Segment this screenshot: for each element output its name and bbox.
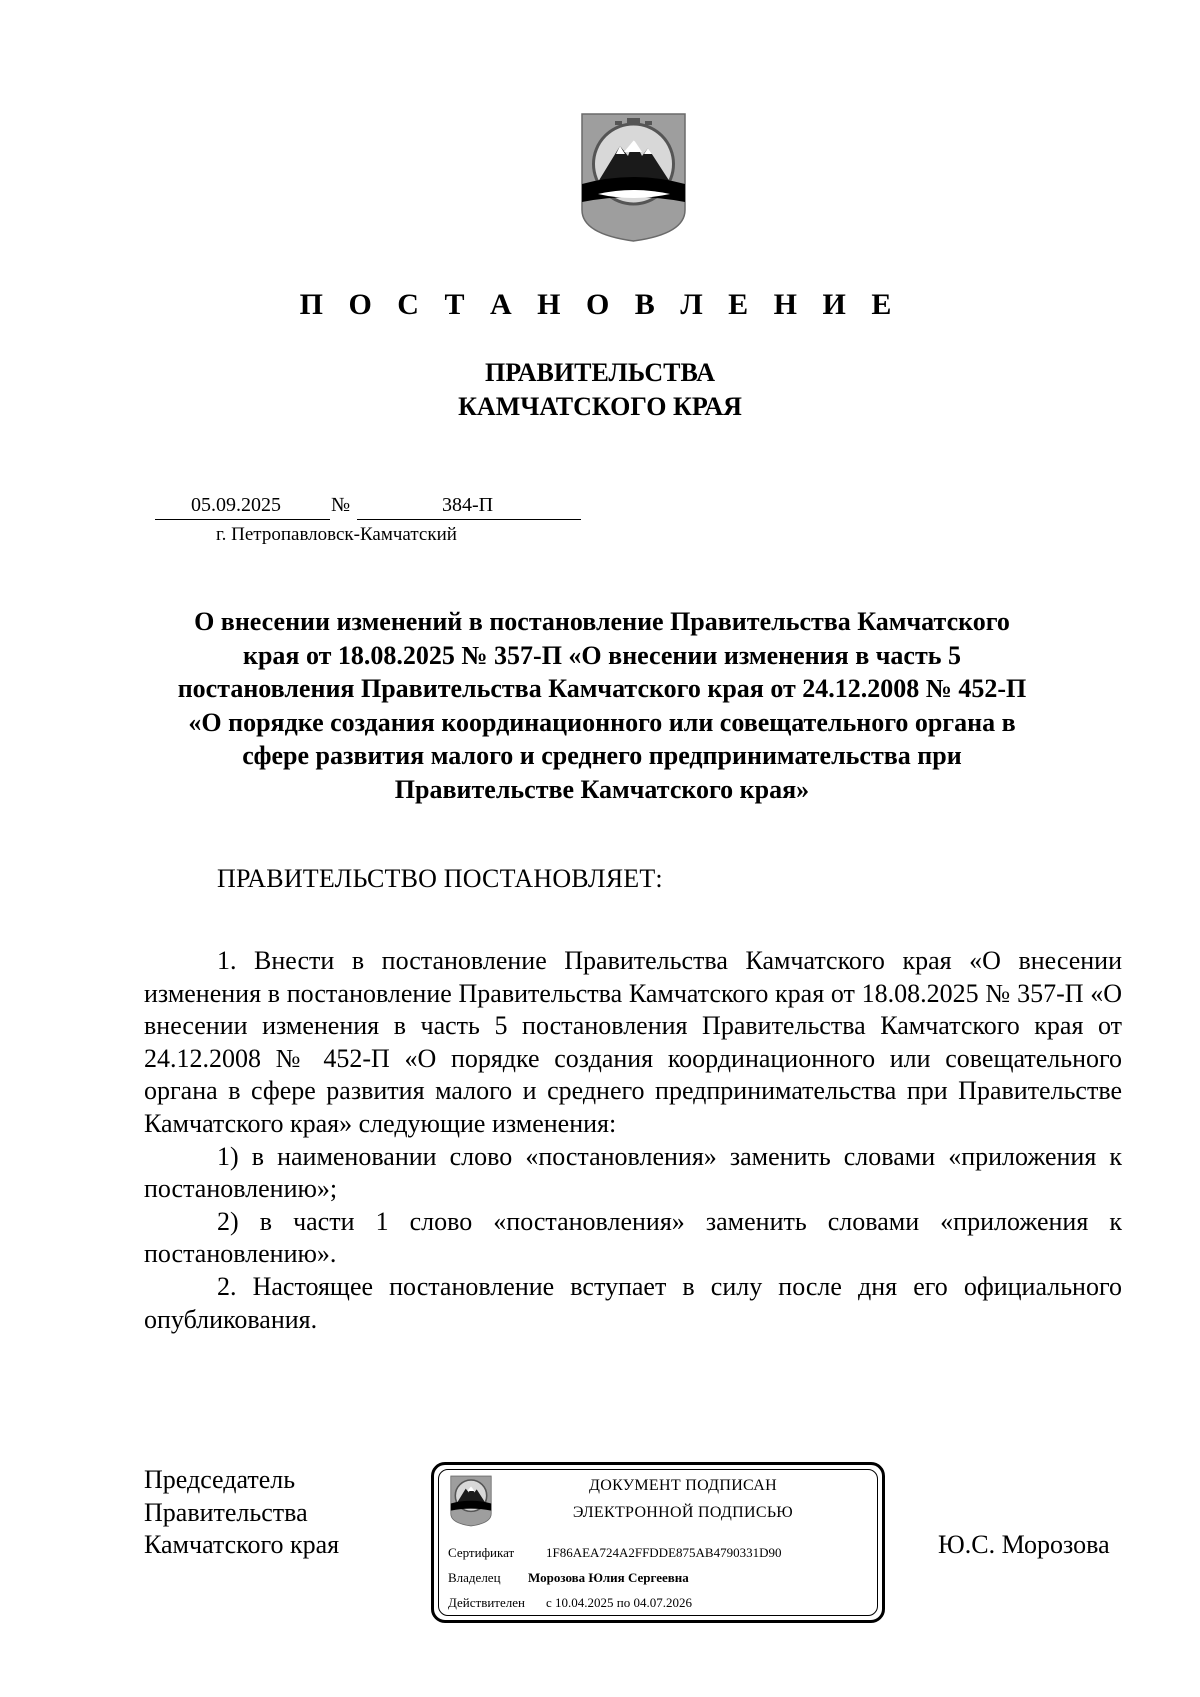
stamp-heading-1: ДОКУМЕНТ ПОДПИСАН (589, 1477, 777, 1494)
signatory-title-line-2: Правительства (144, 1497, 308, 1527)
stamp-owner-row (448, 1570, 689, 1586)
subject-line-3: постановления Правительства Камчатского края от 24.12.2008 № 452-П (177, 674, 1027, 703)
owner-label: Владелец (448, 1570, 501, 1585)
subject-line-1: О внесении изменений в постановление Правительства Камчатского (194, 607, 1010, 636)
signatory-title-line-3: Камчатского края (144, 1530, 340, 1559)
stamp-coat-of-arms-icon (450, 1475, 492, 1527)
issuer-line-2: КАМЧАТСКОГО КРАЯ (458, 392, 742, 421)
body-paragraph-1: 1. Внести в постановление Правительства Камчатского края «О внесении изменения в постановление Правительства Камчатского края от 18.08.2025 № 357-П «О внесении изменения в часть 5 постановления Правительства Камчатского края от 24.12.2008 № 452-П «О порядке создания координационного или совещательного органа в сфере развития малого и среднего предпринимательства при Правительстве Камчатского края» следующие изменения: (144, 946, 1122, 1138)
number-sign: № (331, 494, 351, 516)
signatory-title-line-1: Председатель (144, 1465, 296, 1494)
coat-of-arms-icon (580, 112, 687, 243)
document-date: 05.09.2025 (191, 494, 281, 516)
issuer-line-1: ПРАВИТЕЛЬСТВА (485, 358, 715, 387)
validity-value: с 10.04.2025 по 04.07.2026 (546, 1595, 692, 1610)
owner-value: Морозова Юлия Сергеевна (528, 1570, 689, 1585)
resolves-heading: ПРАВИТЕЛЬСТВО ПОСТАНОВЛЯЕТ: (217, 864, 663, 893)
document-subject (150, 605, 1054, 806)
issuer-heading (0, 356, 1200, 424)
city: г. Петропавловск-Камчатский (216, 524, 457, 545)
document-type-title: П О С Т А Н О В Л Е Н И Е (299, 288, 901, 321)
stamp-certificate-row (448, 1545, 782, 1561)
validity-label: Действителен (448, 1595, 525, 1610)
subject-line-2: края от 18.08.2025 № 357-П «О внесении изменения в часть 5 (242, 640, 961, 670)
body-paragraph-3: 2) в части 1 слово «постановления» заменить словами «приложения к постановлению». (144, 1206, 1122, 1269)
number-underline (357, 519, 581, 520)
signatory-name: Ю.С. Морозова (938, 1530, 1110, 1559)
body-paragraph-2: 1) в наименовании слово «постановления» заменить словами «приложения к постановлению»; (144, 1141, 1122, 1204)
body-paragraph-4: 2. Настоящее постановление вступает в силу после дня его официального опубликования. (144, 1271, 1122, 1334)
electronic-signature-stamp (431, 1462, 885, 1623)
document-number: 384-П (442, 494, 494, 516)
certificate-value: 1F86AEA724A2FFDDE875AB4790331D90 (546, 1545, 782, 1560)
certificate-label: Сертификат (448, 1545, 515, 1560)
signatory-title (144, 1464, 339, 1562)
stamp-heading-2: ЭЛЕКТРОННОЙ ПОДПИСЬЮ (572, 1504, 794, 1521)
subject-line-5: сфере развития малого и среднего предпринимательства при (242, 741, 962, 770)
document-body (144, 945, 1122, 1336)
subject-line-4: «О порядке создания координационного или совещательного органа в (188, 707, 1016, 737)
date-number-row (155, 494, 581, 520)
date-underline (155, 519, 330, 520)
subject-line-6: Правительстве Камчатского края» (394, 774, 810, 804)
stamp-validity-row (448, 1595, 692, 1611)
